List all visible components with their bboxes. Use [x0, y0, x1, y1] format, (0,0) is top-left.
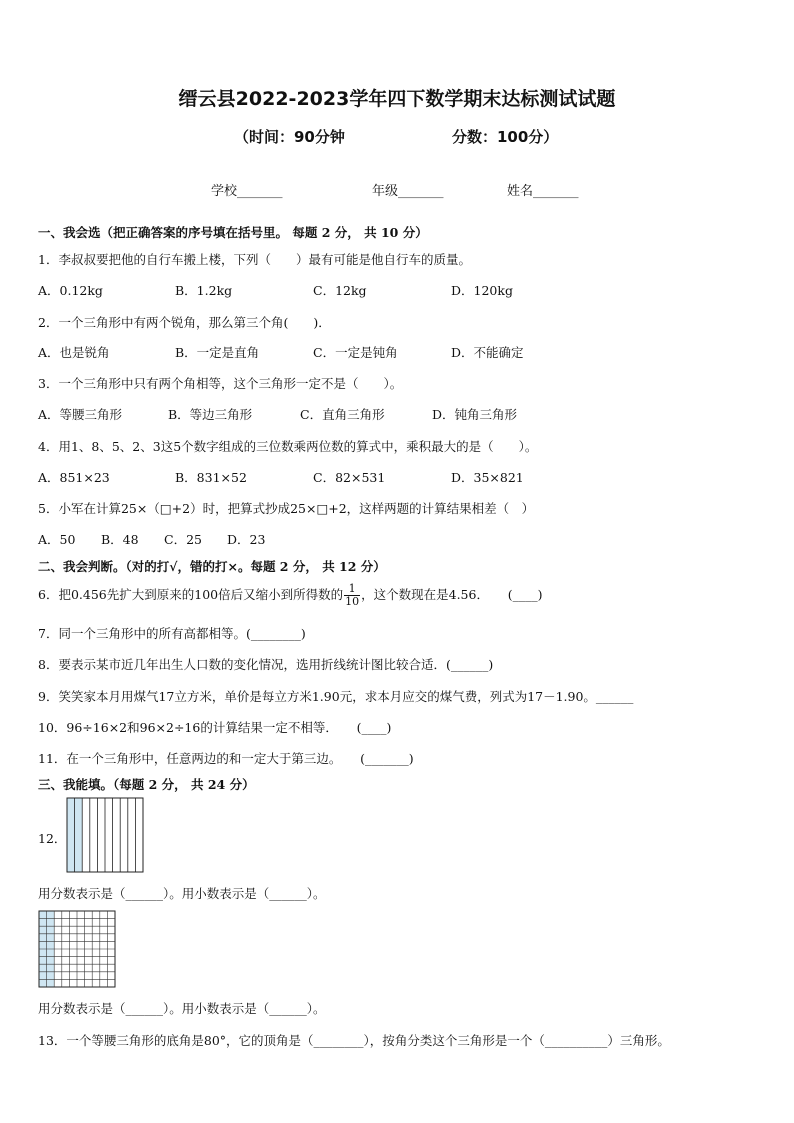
- q5-option-b: B．48: [101, 532, 139, 547]
- q1-option-c: C．12kg: [313, 283, 367, 298]
- question-7: 7．同一个三角形中的所有高都相等。(________): [38, 626, 306, 641]
- q5-option-a: A．50: [38, 532, 76, 547]
- exam-score: 分数：100分）: [452, 128, 559, 146]
- grade-field[interactable]: 年级_______: [372, 184, 444, 199]
- q6-text-end: ，这个数现在是4.56． (____): [361, 587, 543, 602]
- question-9: 9．笑笑家本月用煤气17立方米，单价是每立方米1.90元，求本月应交的煤气费，列式为17－1.90。______: [38, 689, 634, 704]
- question-8: 8．要表示某市近几年出生人口数的变化情况，选用折线统计图比较合适．(______): [38, 657, 494, 672]
- fraction-denominator: 10: [345, 595, 360, 608]
- q3-option-d: D．钝角三角形: [432, 407, 518, 422]
- q5-option-c: C．25: [164, 532, 202, 547]
- question-6: [38, 583, 542, 608]
- q3-option-a: A．等腰三角形: [38, 407, 123, 422]
- q3-option-b: B．等边三角形: [168, 407, 253, 422]
- question-2: 2．一个三角形中有两个锐角，那么第三个角( )．: [38, 315, 331, 330]
- q2-option-a: A．也是锐角: [38, 345, 110, 360]
- fraction-numerator: 1: [344, 583, 360, 596]
- section-2-heading: 二、我会判断。（对的打√，错的打×。每题 2 分， 共 12 分）: [38, 559, 386, 574]
- q4-option-a: A．851×23: [38, 470, 110, 485]
- q12-answer-line-2: 用分数表示是（______）。用小数表示是（______）。: [38, 1001, 326, 1016]
- shaded-column: [67, 798, 75, 872]
- q4-option-b: B．831×52: [175, 470, 247, 485]
- question-4: 4．用1、8、5、2、3这5个数字组成的三位数乘两位数的算式中，乘积最大的是（ ）。: [38, 439, 538, 454]
- question-5: 5．小军在计算25×（□+2）时，把算式抄成25×□+2，这样两题的计算结果相差（ ）: [38, 501, 535, 516]
- q4-option-c: C．82×531: [313, 470, 386, 485]
- q5-option-d: D．23: [227, 532, 266, 547]
- question-13: 13．一个等腰三角形的底角是80°，它的顶角是（________），按角分类这个三角形是一个（__________）三角形。: [38, 1033, 670, 1048]
- question-11: 11．在一个三角形中，任意两边的和一定大于第三边。 (_______): [38, 751, 414, 766]
- exam-time: （时间：90分钟: [234, 128, 345, 146]
- hundredths-grid-figure: [38, 910, 116, 988]
- q1-option-a: A．0.12kg: [38, 283, 103, 298]
- question-3: 3．一个三角形中只有两个角相等，这个三角形一定不是（ ）。: [38, 376, 403, 391]
- tenths-strip-figure: [66, 797, 144, 873]
- q2-option-b: B．一定是直角: [175, 345, 260, 360]
- fraction-one-tenth: [344, 583, 360, 608]
- question-1: 1．李叔叔要把他的自行车搬上楼，下列（ ）最有可能是他自行车的质量。: [38, 252, 471, 267]
- q1-option-d: D．120kg: [451, 283, 513, 298]
- q4-option-d: D．35×821: [451, 470, 524, 485]
- q3-option-c: C．直角三角形: [300, 407, 385, 422]
- question-10: 10．96÷16×2和96×2÷16的计算结果一定不相等． (____): [38, 720, 392, 735]
- q2-option-d: D．不能确定: [451, 345, 524, 360]
- q12-answer-line-1: 用分数表示是（______）。用小数表示是（______）。: [38, 886, 326, 901]
- shaded-column: [75, 798, 83, 872]
- q2-option-c: C．一定是钝角: [313, 345, 398, 360]
- section-1-heading: 一、我会选（把正确答案的序号填在括号里。 每题 2 分， 共 10 分）: [38, 225, 428, 240]
- section-3-heading: 三、我能填。（每题 2 分， 共 24 分）: [38, 777, 255, 792]
- q6-text-start: 6．把0.456先扩大到原来的100倍后又缩小到所得数的: [38, 587, 344, 602]
- school-field[interactable]: 学校_______: [211, 184, 283, 199]
- q1-option-b: B．1.2kg: [175, 283, 233, 298]
- name-field[interactable]: 姓名_______: [507, 184, 579, 199]
- question-12-label: 12．: [38, 831, 67, 846]
- page-title: 缙云县2022-2023学年四下数学期末达标测试试题: [178, 88, 616, 110]
